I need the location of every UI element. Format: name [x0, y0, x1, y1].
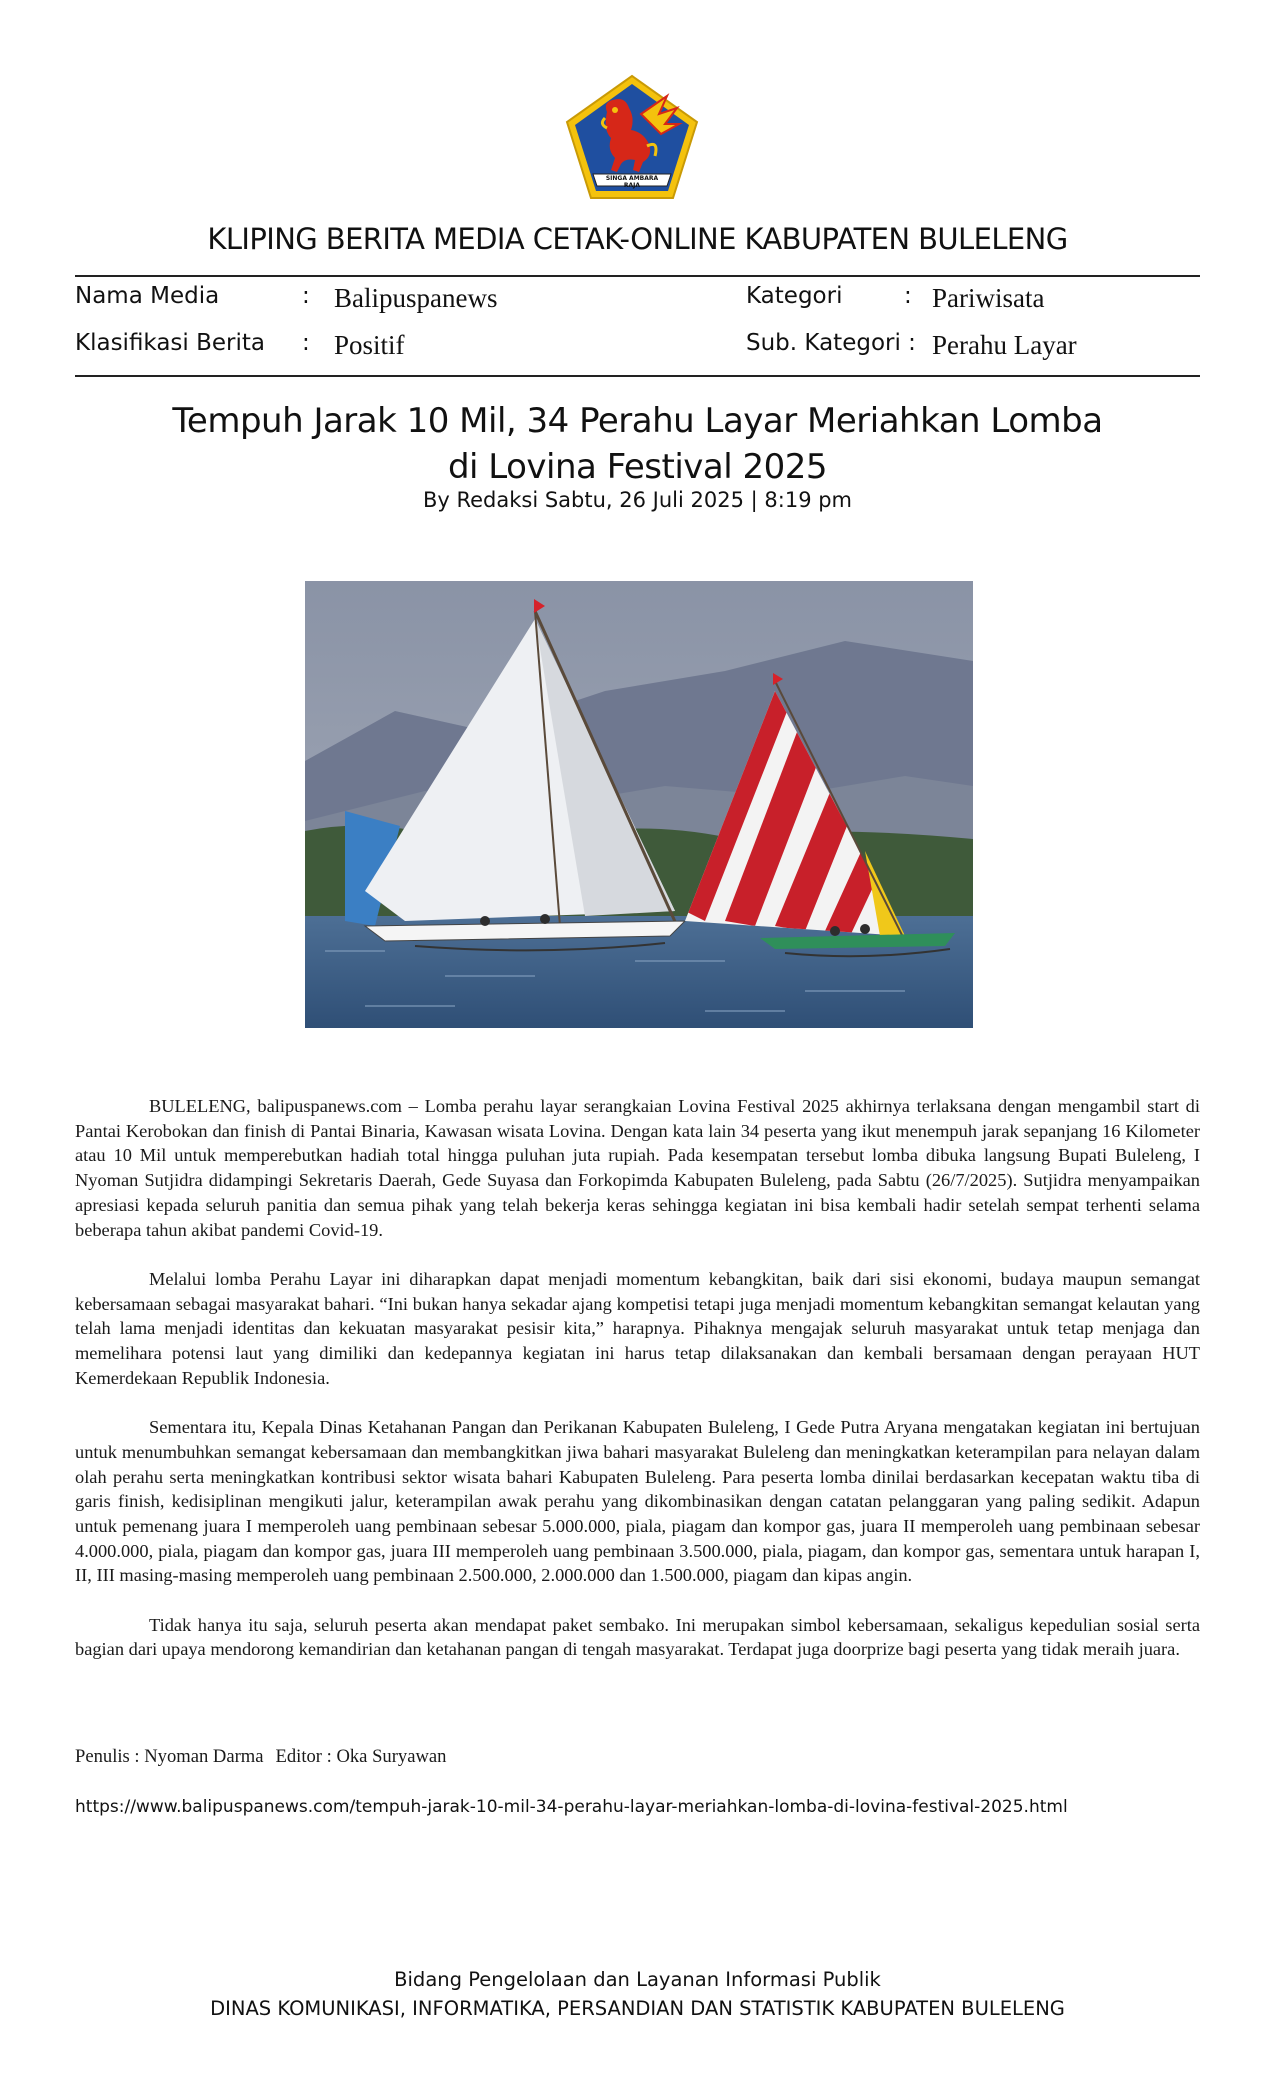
article-title — [0, 398, 1275, 490]
header-top-rule — [75, 275, 1200, 277]
nama-media-colon: : — [302, 283, 310, 309]
article-title-line-2: di Lovina Festival 2025 — [447, 447, 828, 487]
article-paragraph: BULELENG, balipuspanews.com – Lomba perahu layar serangkaian Lovina Festival 2025 akhirnya terlaksana dengan mengambil start di Pantai Kerobokan dan finish di Pantai Binaria, Kawasan wisata Lovina. Dengan kata lain 34 peserta yang ikut menempuh jarak sepanjang 16 Kilometer atau 10 Mil untuk memperebutkan hadiah total hingga puluhan juta rupiah. Pada kesempatan tersebut lomba dibuka langsung Bupati Buleleng, I Nyoman Sutjidra didampingi Sekretaris Daerah, Gede Suyasa dan Forkopimda Kabupaten Buleleng, pada Sabtu (26/7/2025). Sutjidra menyampaikan apresiasi kepada seluruh panitia dan semua pihak yang telah bekerja keras sehingga kegiatan ini bisa kembali hadir setelah sempat terhenti selama beberapa tahun akibat pandemi Covid-19. — [75, 1096, 1200, 1240]
header-bottom-rule — [75, 375, 1200, 377]
editor-credit: Editor : Oka Suryawan — [275, 1746, 447, 1767]
article-paragraph: Sementara itu, Kepala Dinas Ketahanan Pangan dan Perikanan Kabupaten Buleleng, I Gede Putra Aryana mengatakan kegiatan ini bertujuan untuk menumbuhkan semangat kebersamaan dan membangkitkan jiwa bahari masyarakat Buleleng dan meningkatkan keterampilan para nelayan dalam olah perahu serta meningkatkan kontribusi sektor wisata bahari Kabupaten Buleleng. Para peserta lomba dinilai berdasarkan kecepatan waktu tiba di garis finish, kedisiplinan mengikuti jalur, keterampilan awak perahu yang dikombinasikan dengan catatan pelanggaran yang paling sedikit. Adapun untuk pemenang juara I memperoleh uang pembinaan sebesar 5.000.000, piala, piagam dan kompor gas, juara II memperoleh uang pembinaan sebesar 4.000.000, piala, piagam dan kompor gas, juara III memperoleh uang pembinaan 3.500.000, piala, piagam, dan kompor gas, sementara untuk harapan I, II, III masing-masing memperoleh uang pembinaan 2.500.000, 2.000.000 dan 1.500.000, piagam dan kipas angin. — [75, 1417, 1200, 1586]
sub-kategori-label: Sub. Kategori : — [746, 330, 916, 356]
regency-emblem-logo — [563, 74, 701, 201]
klasifikasi-berita-colon: : — [302, 330, 310, 356]
nama-media-label: Nama Media — [75, 283, 220, 309]
footer-department: Bidang Pengelolaan dan Layanan Informasi Publik — [394, 1968, 881, 1991]
article-body — [75, 1094, 1200, 1687]
klasifikasi-berita-value: Positif — [334, 330, 405, 360]
article-paragraph: Tidak hanya itu saja, seluruh peserta akan mendapat paket sembako. Ini merupakan simbol kebersamaan, sekaligus kepedulian sosial serta bagian dari upaya mendorong kemandirian dan ketahanan pangan di tengah masyarakat. Terdapat juga doorprize bagi peserta yang tidak meraih juara. — [75, 1614, 1200, 1660]
logo-ribbon-text: SINGA AMBARA RAJA — [605, 175, 659, 189]
clipping-header-title: KLIPING BERITA MEDIA CETAK-ONLINE KABUPATEN BULELENG — [207, 222, 1068, 256]
source-url-link[interactable]: https://www.balipuspanews.com/tempuh-jarak-10-mil-34-perahu-layar-meriahkan-lomba-di-lovina-festival-2025.html — [75, 1797, 1068, 1817]
kategori-value: Pariwisata — [932, 283, 1045, 313]
sub-kategori-value: Perahu Layar — [932, 330, 1077, 360]
sailboat-race-photo — [305, 581, 973, 1028]
article-title-line-1: Tempuh Jarak 10 Mil, 34 Perahu Layar Meriahkan Lomba — [172, 401, 1103, 441]
kategori-label: Kategori — [746, 283, 843, 309]
article-paragraph: Melalui lomba Perahu Layar ini diharapkan dapat menjadi momentum kebangkitan, baik dari sisi ekonomi, budaya maupun semangat kebersamaan sebagai masyarakat bahari. “Ini bukan hanya sekadar ajang kompetisi tetapi juga menjadi momentum kebangkitan semangat kelautan yang telah lama menjadi identitas dan kekuatan masyarakat pesisir kita,” harapnya. Pihaknya mengajak seluruh masyarakat untuk tetap menjaga dan memelihara potensi laut yang dimiliki dan kedepannya kegiatan ini harus tetap dilaksanakan dan kembali bersamaan dengan perayaan HUT Kemerdekaan Republik Indonesia. — [75, 1268, 1200, 1388]
article-byline: By Redaksi Sabtu, 26 Juli 2025 | 8:19 pm — [422, 488, 853, 512]
article-credits — [75, 1746, 446, 1768]
klasifikasi-berita-label: Klasifikasi Berita — [75, 330, 266, 356]
kategori-colon: : — [904, 283, 912, 309]
footer-agency: DINAS KOMUNIKASI, INFORMATIKA, PERSANDIAN DAN STATISTIK KABUPATEN BULELENG — [210, 1997, 1065, 2020]
penulis-credit: Penulis : Nyoman Darma — [75, 1746, 264, 1767]
nama-media-value: Balipuspanews — [334, 283, 498, 313]
